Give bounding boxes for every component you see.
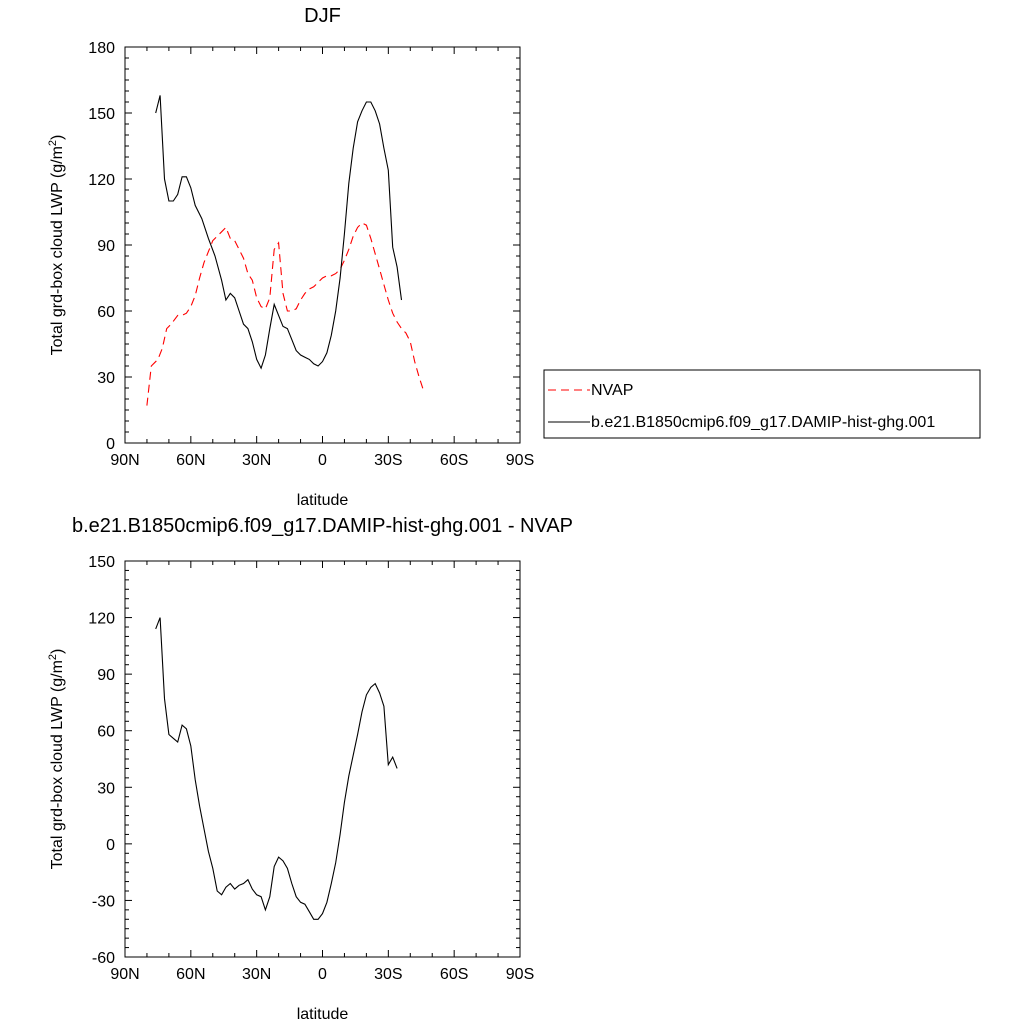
plot-frame bbox=[125, 561, 520, 957]
x-tick-label: 90N bbox=[110, 966, 140, 983]
series-line-model bbox=[156, 95, 402, 368]
x-tick-label: 60N bbox=[176, 966, 206, 983]
legend-entry: NVAP bbox=[591, 382, 634, 399]
legend bbox=[544, 370, 980, 438]
x-tick-label: 0 bbox=[318, 966, 327, 983]
y-axis-label bbox=[47, 649, 66, 870]
y-axis-label-end: ) bbox=[49, 648, 66, 654]
y-tick-label: 0 bbox=[106, 836, 115, 854]
x-tick-label: 60N bbox=[176, 452, 206, 469]
legend-entry: b.e21.B1850cmip6.f09_g17.DAMIP-hist-ghg.001 bbox=[591, 414, 936, 431]
y-tick-label: 60 bbox=[97, 723, 115, 741]
top-panel bbox=[47, 5, 534, 509]
y-tick-label: -30 bbox=[91, 893, 115, 911]
x-tick-label: 90S bbox=[505, 452, 535, 469]
y-axis-label bbox=[47, 135, 66, 356]
y-tick-label: 180 bbox=[88, 40, 115, 57]
y-tick-label: 150 bbox=[88, 554, 115, 571]
y-tick-label: 150 bbox=[88, 106, 115, 123]
y-axis-label-sup: 2 bbox=[47, 139, 59, 147]
y-axis-label-sup: 2 bbox=[47, 653, 59, 661]
y-axis-label-end: ) bbox=[49, 134, 66, 140]
y-axis-label-main: Total grd-box cloud LWP (g/m bbox=[49, 146, 66, 356]
plot-frame bbox=[125, 47, 520, 443]
x-tick-label: 0 bbox=[318, 452, 327, 469]
x-tick-label: 60S bbox=[439, 966, 469, 983]
series-line-difference bbox=[156, 618, 397, 920]
y-tick-label: 30 bbox=[97, 780, 115, 798]
x-tick-label: 30S bbox=[374, 452, 403, 469]
x-tick-label: 30N bbox=[241, 452, 272, 469]
bottom-panel bbox=[47, 515, 573, 1023]
x-axis-label: latitude bbox=[296, 492, 349, 509]
x-tick-label: 90S bbox=[505, 966, 535, 983]
y-tick-label: -60 bbox=[91, 950, 115, 967]
y-tick-label: 120 bbox=[88, 610, 115, 628]
y-tick-label: 60 bbox=[97, 304, 115, 321]
series-line-nvap bbox=[147, 223, 424, 406]
x-tick-label: 60S bbox=[439, 452, 469, 469]
x-tick-label: 30S bbox=[374, 966, 403, 983]
y-tick-label: 120 bbox=[88, 172, 115, 189]
x-axis-label: latitude bbox=[296, 1006, 349, 1023]
x-tick-label: 30N bbox=[241, 966, 272, 983]
y-tick-label: 30 bbox=[97, 370, 115, 387]
chart-title: DJF bbox=[304, 5, 341, 27]
y-tick-label: 0 bbox=[106, 436, 115, 453]
x-tick-label: 90N bbox=[110, 452, 140, 469]
y-axis-label-main: Total grd-box cloud LWP (g/m bbox=[49, 660, 66, 870]
chart-title: b.e21.B1850cmip6.f09_g17.DAMIP-hist-ghg.001 - NVAP bbox=[71, 515, 574, 537]
y-tick-label: 90 bbox=[97, 667, 115, 685]
y-tick-label: 90 bbox=[97, 238, 115, 255]
